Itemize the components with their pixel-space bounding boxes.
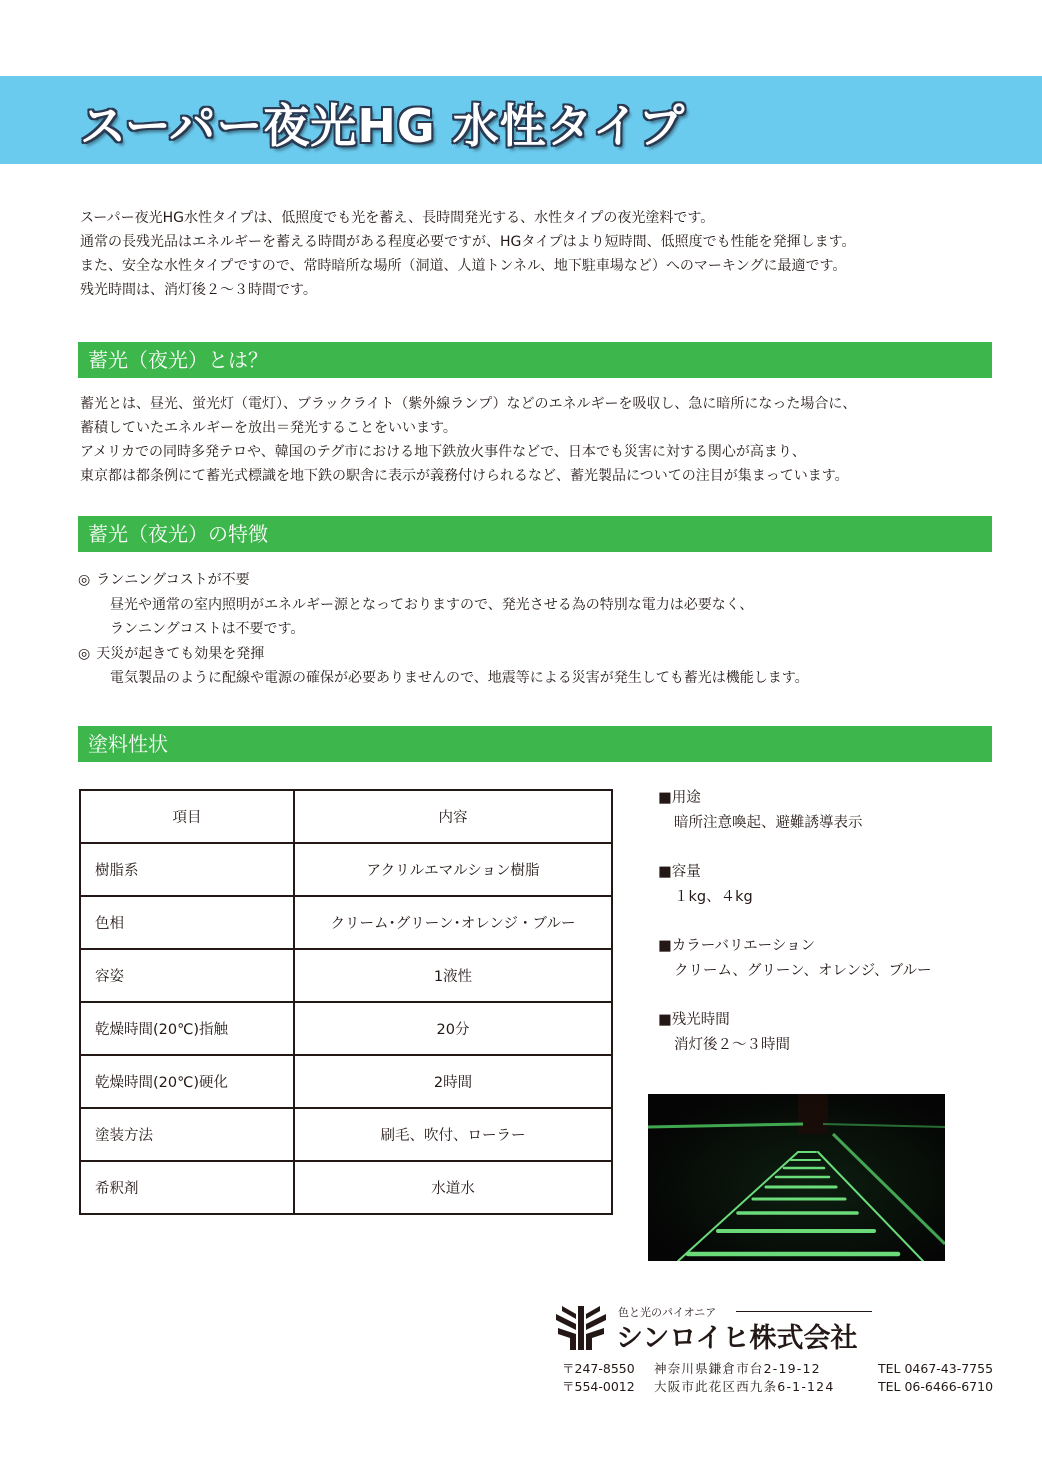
table-cell-key: 希釈剤 (80, 1161, 294, 1214)
street-address: 大阪市此花区西九条6-1-124 (654, 1379, 835, 1394)
table-cell-value: アクリルエマルション樹脂 (294, 843, 612, 896)
intro-line: 通常の長残光品はエネルギーを蓄える時間がある程度必要ですが、HGタイプはより短時間、低照度でも性能を発揮します。 (80, 234, 856, 250)
table-row (80, 843, 612, 896)
table-cell-value: 1液性 (294, 949, 612, 1002)
section-heading-bar (78, 342, 992, 378)
info-block (658, 1008, 932, 1058)
feature-title: 天災が起きても効果を発揮 (96, 645, 265, 662)
table-cell-key: 乾燥時間(20℃)硬化 (80, 1055, 294, 1108)
table-cell-key: 色相 (80, 896, 294, 949)
info-block (658, 934, 932, 984)
intro-line: 残光時間は、消灯後２～３時間です。 (80, 282, 317, 298)
section-heading: 蓄光（夜光）とは？ (88, 348, 268, 372)
feature-title: ランニングコストが不要 (96, 572, 250, 588)
section-heading: 蓄光（夜光）の特徴 (88, 522, 268, 546)
feature-desc: 昼光や通常の室内照明がエネルギー源となっておりますので、発光させる為の特別な電力は必要なく、 (110, 596, 754, 613)
stairs-illustration (648, 1094, 945, 1261)
info-value: １kg、４kg (674, 889, 753, 905)
body-line: 東京都は都条例にて蓄光式標識を地下鉄の駅舎に表示が義務付けられるなど、蓄光製品についての注目が集まっています。 (80, 468, 849, 484)
table-header: 内容 (294, 790, 612, 843)
info-block (658, 786, 932, 836)
info-value: 暗所注意喚起、避難誘導表示 (674, 815, 863, 831)
intro-line: また、安全な水性タイプですので、常時暗所な場所（洞道、人道トンネル、地下駐車場など）へのマーキングに最適です。 (80, 258, 847, 274)
intro-paragraph (80, 206, 856, 302)
postal-code: 〒247-8550 (562, 1361, 635, 1376)
info-block (658, 860, 932, 910)
section-body (80, 392, 856, 488)
info-label: ■用途 (658, 790, 701, 806)
side-info (658, 786, 932, 1082)
info-label: ■カラーバリエーション (658, 938, 816, 954)
table-cell-value: 水道水 (294, 1161, 612, 1214)
table-header-row (80, 790, 612, 843)
info-value: クリーム、グリーン、オレンジ、ブルー (674, 963, 932, 979)
address-list (562, 1360, 993, 1396)
table-row (80, 1055, 612, 1108)
info-value: 消灯後２～３時間 (674, 1037, 790, 1053)
table-cell-value: クリーム･グリーン･オレンジ・ブルー (294, 896, 612, 949)
feature-item-title (78, 642, 809, 667)
table-row (80, 896, 612, 949)
phone-number: TEL 0467-43-7755 (878, 1361, 994, 1376)
table-cell-key: 樹脂系 (80, 843, 294, 896)
bullet-mark: ◎ (78, 645, 91, 662)
section-heading: 塗料性状 (88, 732, 168, 756)
body-line: 蓄光とは、昼光、蛍光灯（電灯）、ブラックライト（紫外線ランプ）などのエネルギーを吸収し、急に暗所になった場合に、 (80, 396, 857, 412)
table-cell-value: 刷毛、吹付、ローラー (294, 1108, 612, 1161)
company-tagline: 色と光のパイオニア (618, 1306, 717, 1319)
table-row (80, 1002, 612, 1055)
tagline-rule (736, 1311, 872, 1312)
body-line: アメリカでの同時多発テロや、韓国のテグ市における地下鉄放火事件などで、日本でも災害に対する関心が高まり、 (80, 444, 806, 460)
company-logo-icon (556, 1306, 608, 1350)
table-row (80, 1161, 612, 1214)
address-row (562, 1360, 993, 1378)
table-cell-key: 塗装方法 (80, 1108, 294, 1161)
table-cell-value: 20分 (294, 1002, 612, 1055)
street-address: 神奈川県鎌倉市台2-19-12 (654, 1361, 821, 1376)
info-label: ■残光時間 (658, 1012, 730, 1028)
body-line: 蓄積していたエネルギーを放出＝発光することをいいます。 (80, 420, 457, 436)
info-label: ■容量 (658, 864, 701, 880)
intro-line: スーパー夜光HG水性タイプは、低照度でも光を蓄え、長時間発光する、水性タイプの夜光塗料です。 (80, 210, 715, 226)
address-row (562, 1378, 993, 1396)
feature-desc: ランニングコストは不要です。 (110, 621, 305, 637)
section-heading-bar (78, 726, 992, 762)
feature-item-title (78, 568, 809, 593)
feature-list (78, 568, 809, 691)
spec-table (79, 789, 613, 1215)
bullet-mark: ◎ (78, 572, 91, 588)
table-cell-key: 容姿 (80, 949, 294, 1002)
page-title: スーパー夜光HG 水性タイプ (80, 99, 686, 153)
company-name: シンロイヒ株式会社 (616, 1323, 858, 1354)
feature-desc: 電気製品のように配線や電源の確保が必要ありませんので、地震等による災害が発生しても蓄光は機能します。 (110, 670, 809, 686)
glowing-stairs-photo (648, 1094, 945, 1261)
section-heading-bar (78, 516, 992, 552)
table-cell-value: 2時間 (294, 1055, 612, 1108)
table-cell-key: 乾燥時間(20℃)指触 (80, 1002, 294, 1055)
postal-code: 〒554-0012 (562, 1379, 635, 1394)
table-row (80, 1108, 612, 1161)
phone-number: TEL 06-6466-6710 (878, 1379, 994, 1394)
table-row (80, 949, 612, 1002)
table-header: 項目 (80, 790, 294, 843)
